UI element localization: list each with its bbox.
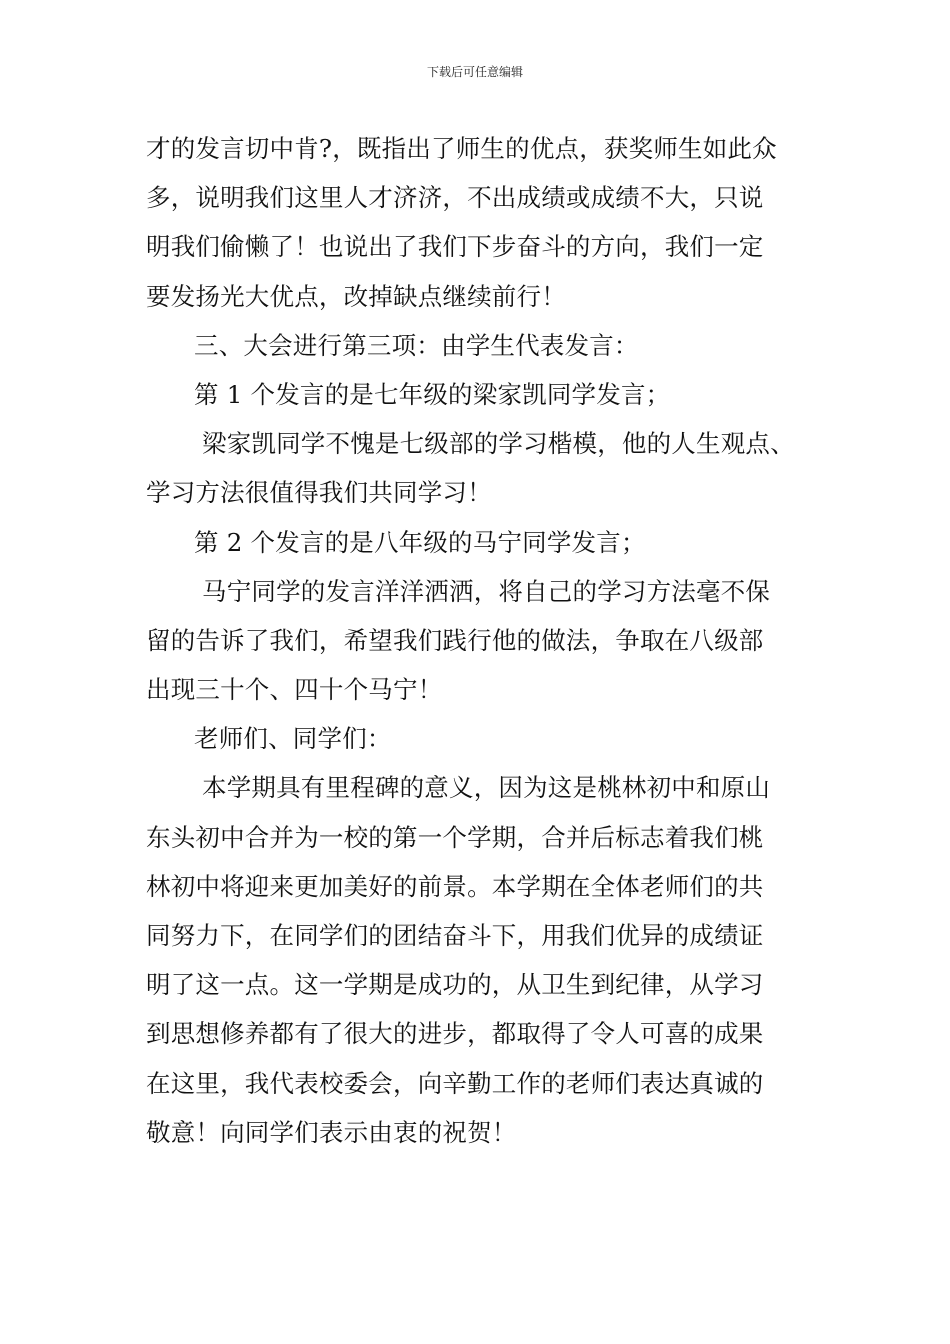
text-line: 学习方法很值得我们共同学习！ [146, 478, 492, 508]
text-line: 到思想修养都有了很大的进步，都取得了令人可喜的成果 [146, 1019, 764, 1049]
text-line: 本学期具有里程碑的意义，因为这是桃林初中和原山 [202, 773, 771, 803]
salutation: 老师们、同学们： [194, 724, 392, 754]
text-line: 敬意！向同学们表示由衷的祝贺！ [146, 1117, 517, 1147]
text-line: 第 1 个发言的是七年级的梁家凯同学发言； [194, 379, 671, 409]
text-line: 出现三十个、四十个马宁！ [146, 675, 443, 705]
text-line: 东头初中合并为一校的第一个学期，合并后标志着我们桃 [146, 822, 764, 852]
text-line: 明了这一点。这一学期是成功的，从卫生到纪律，从学习 [146, 970, 764, 1000]
section-heading: 三、大会进行第三项：由学生代表发言： [194, 330, 639, 360]
text-line: 林初中将迎来更加美好的前景。本学期在全体老师们的共 [146, 871, 764, 901]
text-line: 第 2 个发言的是八年级的马宁同学发言； [194, 527, 646, 557]
text-line: 才的发言切中肯?，既指出了师生的优点，获奖师生如此众 [146, 134, 777, 163]
text-line: 留的告诉了我们，希望我们践行他的做法，争取在八级部 [146, 625, 764, 655]
text-line: 多，说明我们这里人才济济，不出成绩或成绩不大，只说 [146, 183, 764, 213]
text-line: 明我们偷懒了！也说出了我们下步奋斗的方向，我们一定 [146, 232, 764, 262]
text-line: 同努力下，在同学们的团结奋斗下，用我们优异的成绩证 [146, 921, 764, 950]
text-line: 要发扬光大优点，改掉缺点继续前行！ [146, 281, 566, 311]
text-line: 在这里，我代表校委会，向辛勤工作的老师们表达真诚的 [146, 1068, 764, 1098]
page-header-note: 下载后可任意编辑 [426, 65, 523, 79]
text-line: 梁家凯同学不愧是七级部的学习楷模，他的人生观点、 [202, 429, 795, 459]
text-line: 马宁同学的发言洋洋洒洒，将自己的学习方法毫不保 [202, 576, 771, 606]
document-body [146, 124, 826, 1157]
